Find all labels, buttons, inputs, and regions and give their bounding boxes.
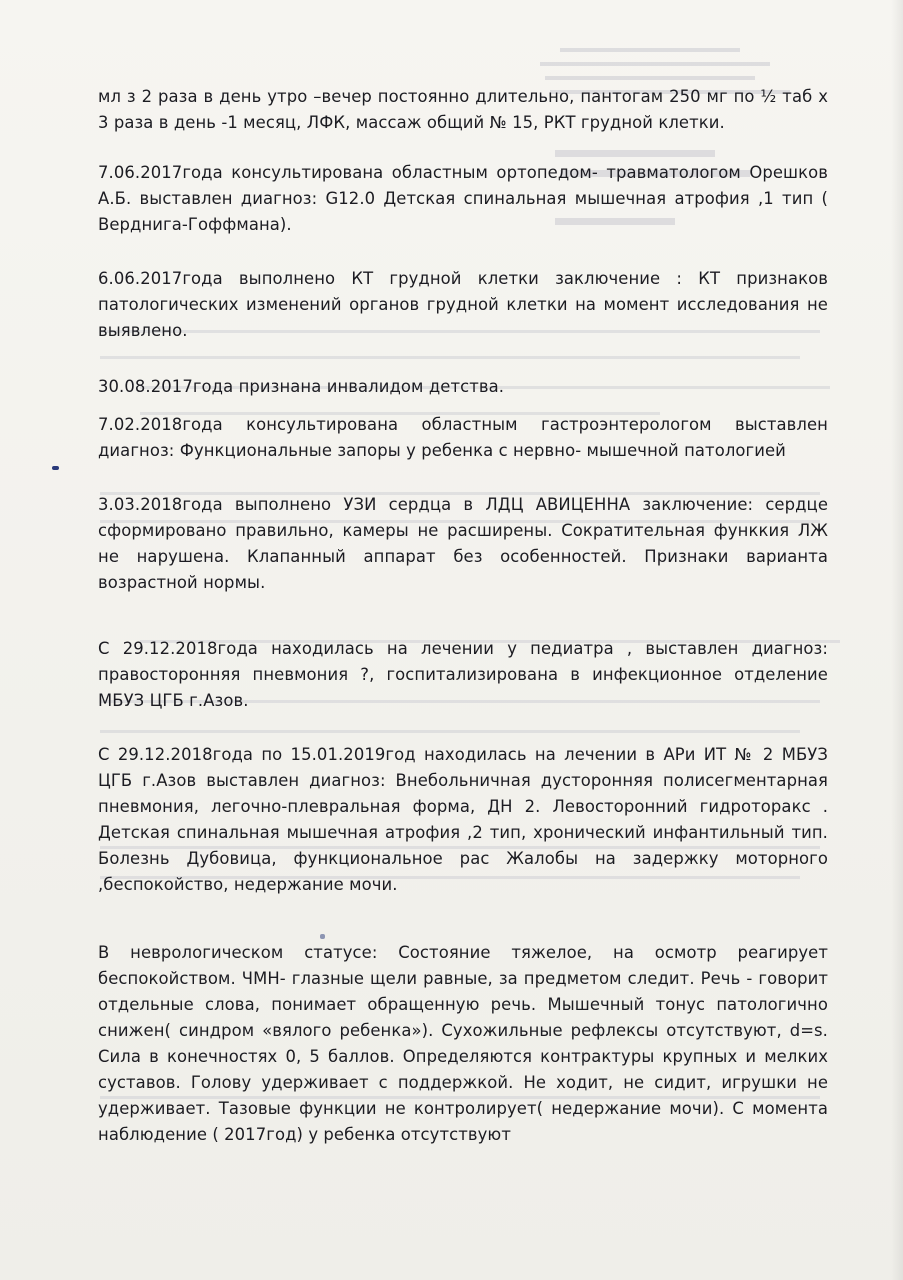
- paragraph-orthopedist: 7.06.2017года консультирована областным ортопедом- травматологом Орешков А.Б. выставлен диагноз: G12.0 Детская спинальная мышечная атрофия ,1 тип ( Верднига-Гоффмана).: [98, 163, 828, 234]
- ink-mark: [52, 466, 59, 470]
- paragraph-prescription: мл з 2 раза в день утро –вечер постоянно длительно, пантогам 250 мг по ½ таб х 3 раза в день -1 месяц, ЛФК, массаж общий № 15, РКТ грудной клетки.: [98, 87, 828, 132]
- paragraph-neurological-status: В неврологическом статусе: Состояние тяжелое, на осмотр реагирует беспокойством. ЧМН- глазные щели равные, за предметом следит. Речь - говорит отдельные слова, понимает обращенную речь. Мышечный тонус патологично снижен( синдром «вялого ребенка»). Сухожильные рефлексы отсутствуют, d=s. Сила в конечностях 0, 5 баллов. Определяются контрактуры крупных и мелких суставов. Голову удерживает с поддержкой. Не ходит, не сидит, игрушки не удерживает. Тазовые функции не контролирует( недержание мочи). С момента наблюдение ( 2017год) у ребенка отсутствуют: [98, 943, 828, 1144]
- paragraph-ct-chest: 6.06.2017года выполнено КТ грудной клетки заключение : КТ признаков патологических изменений органов грудной клетки на момент исследования не выявлено.: [98, 269, 828, 340]
- paragraph-gastroenterologist: 7.02.2018года консультирована областным гастроэнтерологом выставлен диагноз: Функциональные запоры у ребенка с нервно- мышечной патологией: [98, 415, 828, 460]
- paragraph-heart-ultrasound: 3.03.2018года выполнено УЗИ сердца в ЛДЦ АВИЦЕННА заключение: сердце сформировано правильно, камеры не расширены. Сократительная функкия ЛЖ не нарушена. Клапанный аппарат без особенностей. Признаки варианта возрастной нормы.: [98, 495, 828, 592]
- ink-mark: [320, 934, 325, 939]
- paragraph-pediatrician: С 29.12.2018года находилась на лечении у педиатра , выставлен диагноз: правосторонняя пневмония ?, госпитализирована в инфекционное отделение МБУЗ ЦГБ г.Азов.: [98, 639, 828, 710]
- page-edge-shadow: [891, 0, 903, 1280]
- paragraph-icu-treatment: С 29.12.2018года по 15.01.2019год находилась на лечении в АРи ИТ № 2 МБУЗ ЦГБ г.Азов выставлен диагноз: Внебольничная дусторонняя полисегментарная пневмония, легочно-плевральная форма, ДН 2. Левосторонний гидроторакс . Детская спинальная мышечная атрофия ,2 тип, хронический инфантильный тип. Болезнь Дубовица, функциональное рас Жалобы на задержку моторного ,беспокойство, недержание мочи.: [98, 745, 828, 894]
- paragraph-disability: 30.08.2017года признана инвалидом детства.: [98, 377, 505, 396]
